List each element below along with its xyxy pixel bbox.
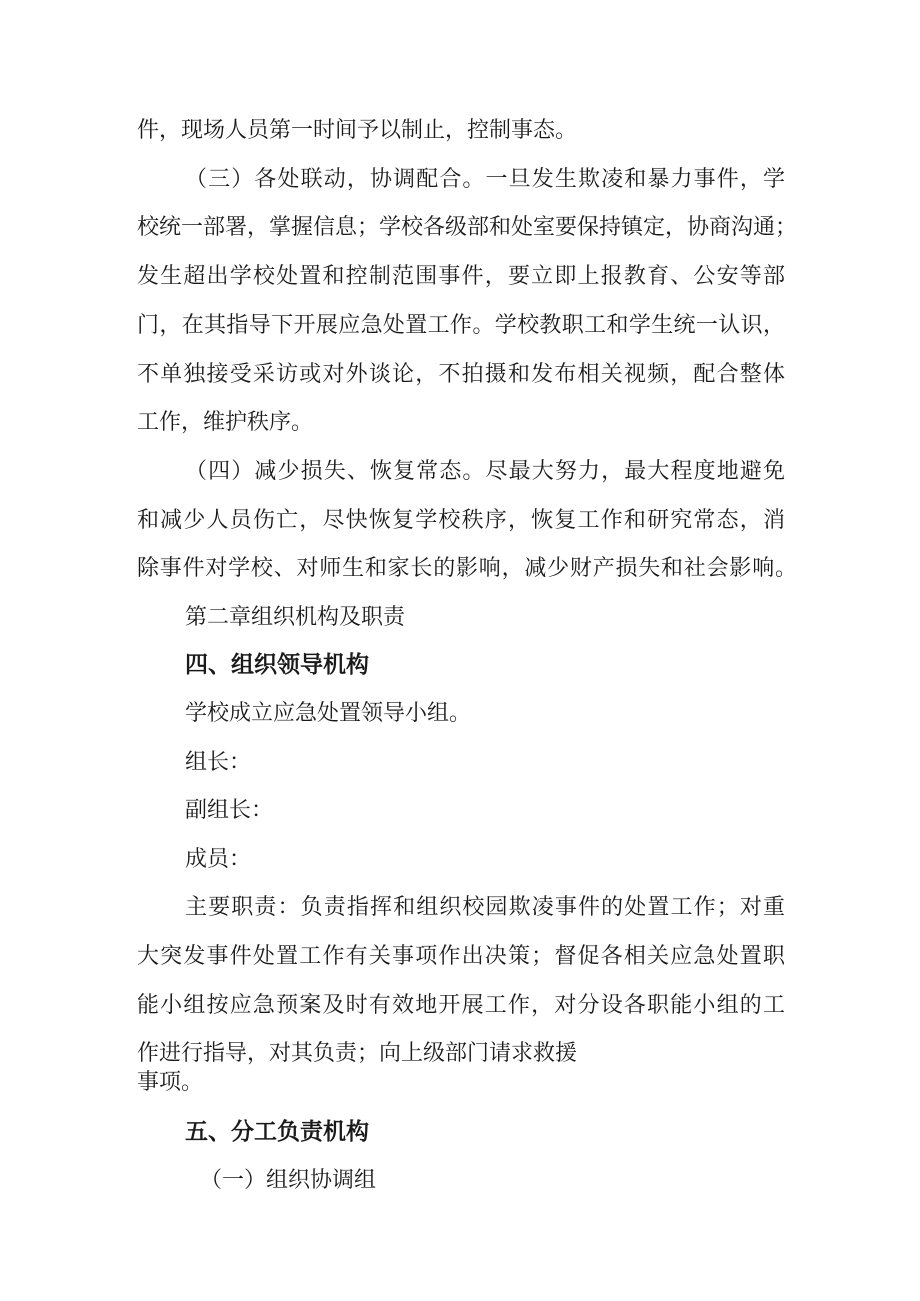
body-text-line: 不单独接受采访或对外谈论，不拍摄和发布相关视频，配合整体 — [137, 362, 785, 387]
members-field: 成员： — [185, 847, 252, 872]
section-heading-5: 五、分工负责机构 — [185, 1119, 369, 1145]
deputy-leader-field: 副组长： — [185, 798, 274, 823]
body-text-line: 发生超出学校处置和控制范围事件，要立即上报教育、公安等部 — [137, 264, 785, 289]
body-text-line: 件，现场人员第一时间予以制止，控制事态。 — [137, 118, 578, 143]
paragraph-4-line: （四）减少损失、恢复常态。尽最大努力，最大程度地避免 — [185, 459, 785, 484]
body-text-line: 大突发事件处置工作有关事项作出决策；督促各相关应急处置职 — [137, 944, 785, 969]
body-text-line: 除事件对学校、对师生和家长的影响，减少财产损失和社会影响。 — [137, 556, 797, 581]
subsection-heading: （一）组织协调组 — [200, 1168, 377, 1193]
paragraph-3-line: （三）各处联动，协调配合。一旦发生欺凌和暴力事件，学 — [185, 167, 785, 192]
body-text-line: 学校成立应急处置领导小组。 — [185, 701, 472, 726]
section-heading-4: 四、组织领导机构 — [185, 652, 369, 678]
body-text-line: 事项。 — [137, 1070, 204, 1095]
leader-field: 组长： — [185, 750, 252, 775]
chapter-title: 第二章组织机构及职责 — [185, 605, 406, 630]
body-text-line: 工作，维护秩序。 — [137, 410, 314, 435]
body-text-line: 门，在其指导下开展应急处置工作。学校教职工和学生统一认识， — [137, 313, 785, 338]
responsibilities-line: 主要职责：负责指挥和组织校园欺凌事件的处置工作；对重 — [185, 895, 785, 920]
body-text-line: 作进行指导，对其负责；向上级部门请求救援 — [137, 1041, 578, 1066]
body-text-line: 和减少人员伤亡，尽快恢复学校秩序，恢复工作和研究常态，消 — [137, 508, 785, 533]
body-text-line: 能小组按应急预案及时有效地开展工作，对分设各职能小组的工 — [137, 993, 785, 1018]
body-text-line: 校统一部署，掌握信息；学校各级部和处室要保持镇定，协商沟通； — [137, 215, 798, 240]
